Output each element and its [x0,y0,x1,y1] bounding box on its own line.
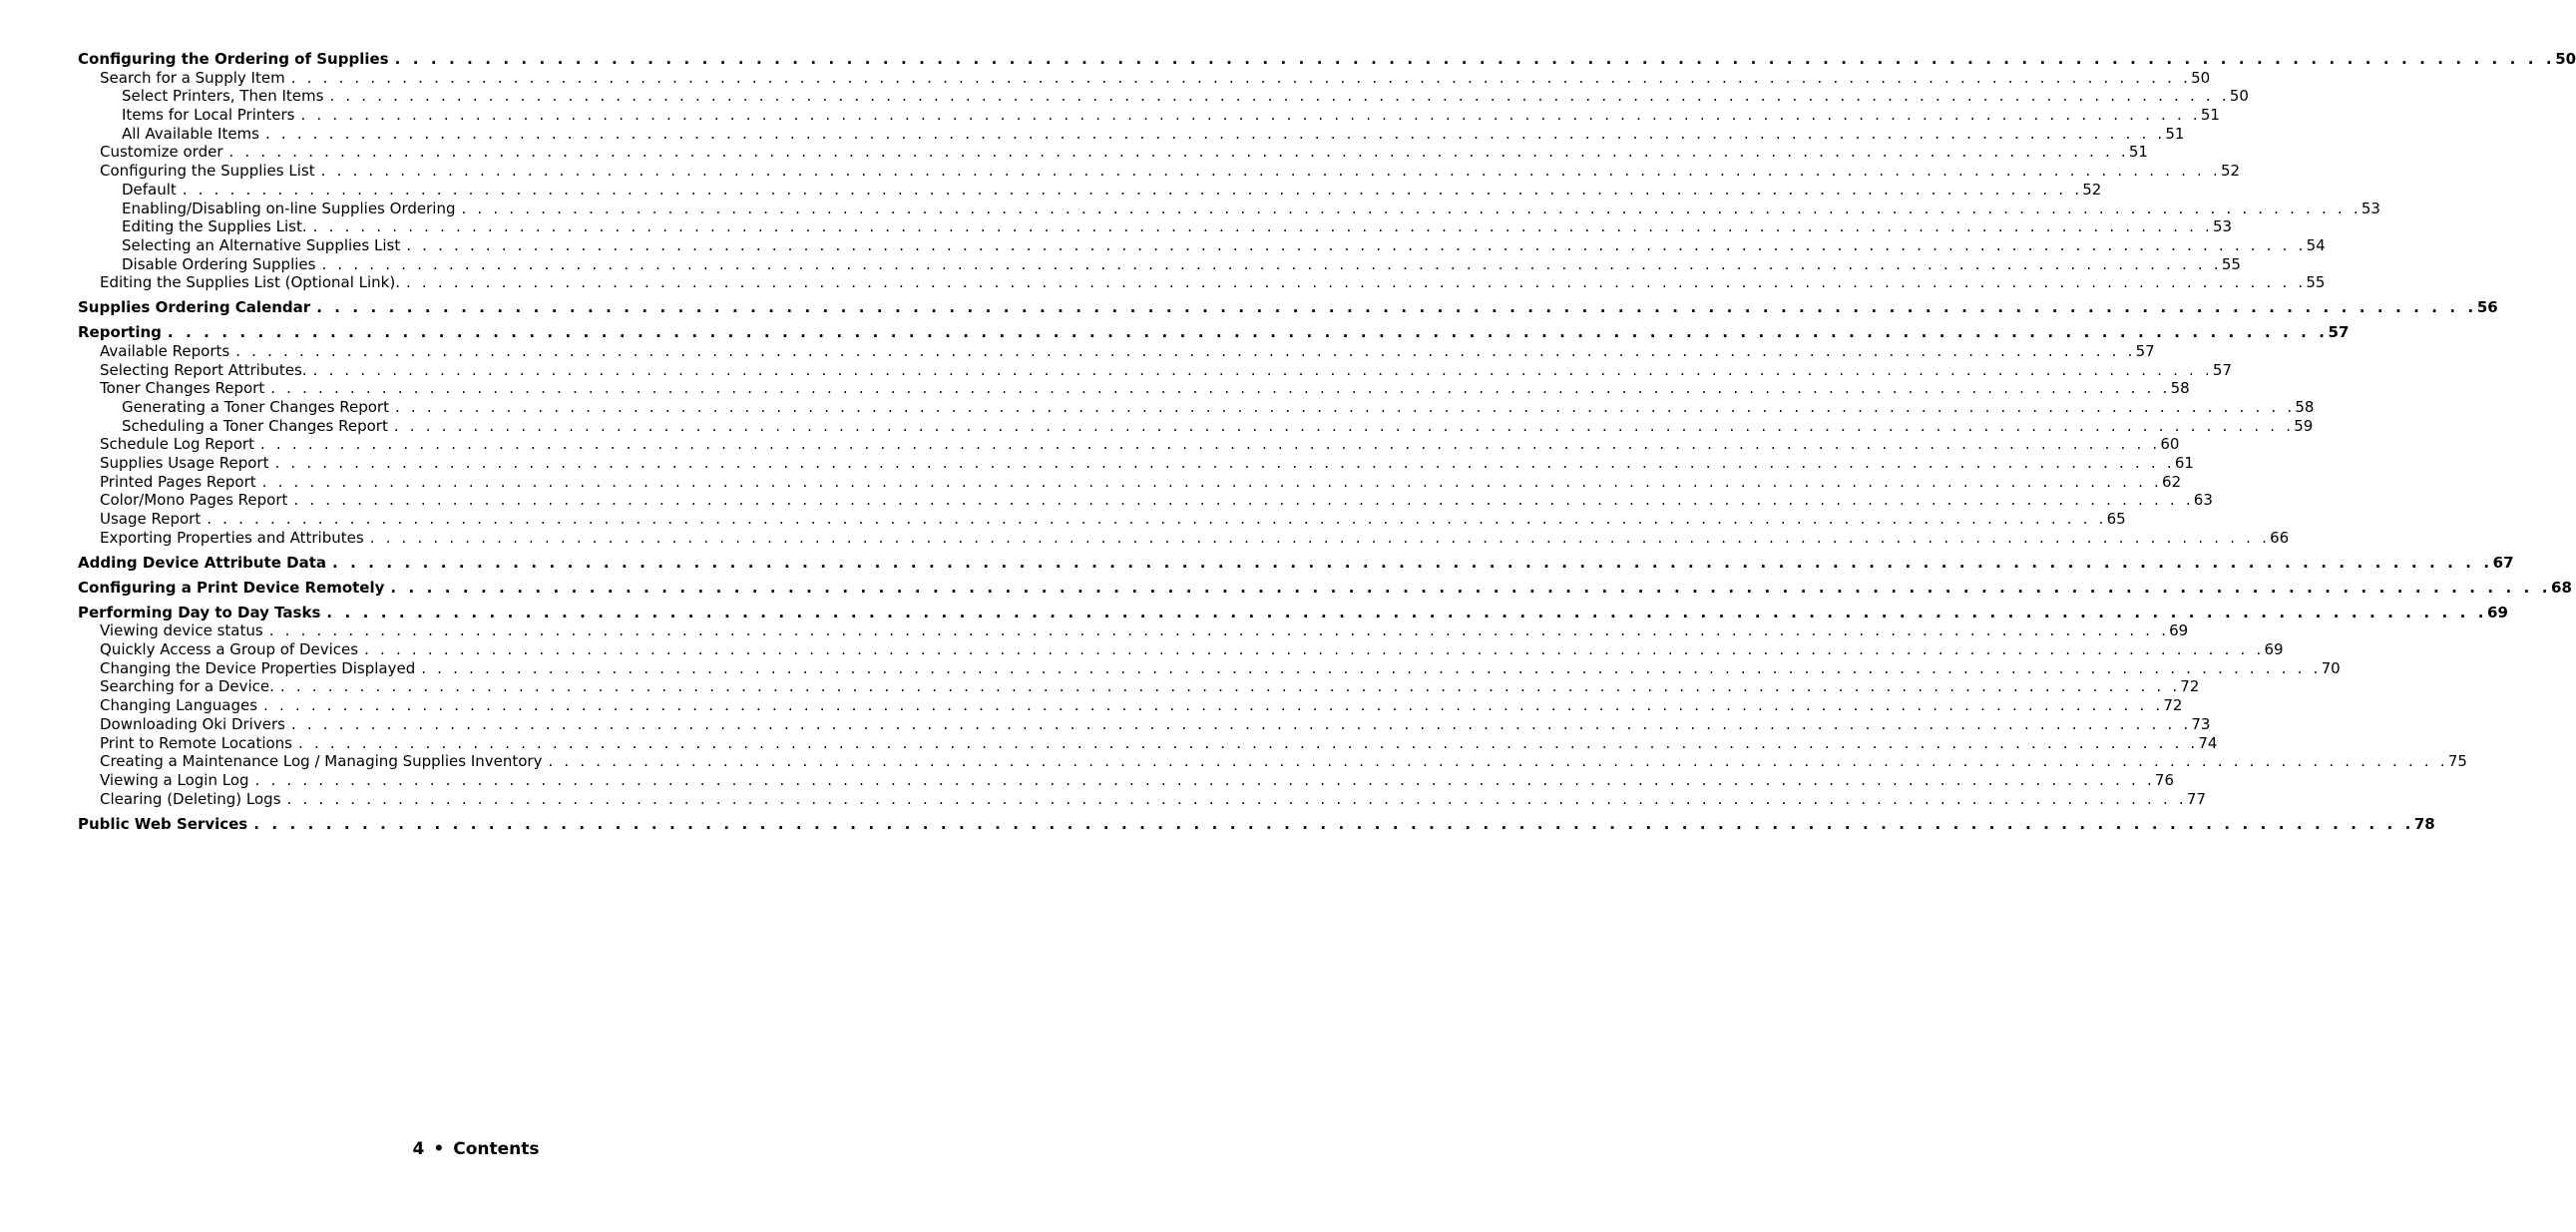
toc-entry-title: Downloading Oki Drivers [100,714,285,733]
toc-entry-page-number: 70 [2321,658,2341,677]
toc-entry[interactable] [78,578,2572,598]
toc-dot-leader: . . . . . . . . . . . . . . . . . . . . . . . . . . . . . . . . . . . . . . . . . . . . . . . . . . . . . . . . . . . . . . . . . . . . . . . . . . . . . . . . . . . . . . . . . . . . . . . . . . . . . . . . . . . . . . . . . . . . . . . . [259,435,2161,454]
toc-dot-leader: . . . . . . . . . . . . . . . . . . . . . . . . . . . . . . . . . . . . . . . . . . . . . . . . . . . . . . . . . . . . . . . . . . . . . . . . . . . . . . . . . . . . . . . . . . . . . . . . . . . . . . . . . . . . . . . . . . . . . . . . [167,323,2329,342]
toc-entry-page-number: 75 [2447,752,2467,771]
toc-entry-page-number: 62 [2162,472,2182,491]
toc-entry-page-number: 56 [2476,298,2498,317]
toc-entry-title: Print to Remote Locations [100,733,293,752]
toc-entry-title: Configuring a Print Device Remotely [78,578,385,597]
toc-entry-title: Enabling/Disabling on-line Supplies Ordering [122,199,456,217]
toc-dot-leader: . . . . . . . . . . . . . . . . . . . . . . . . . . . . . . . . . . . . . . . . . . . . . . . . . . . . . . . . . . . . . . . . . . . . . . . . . . . . . . . . . . . . . . . . . . . . . . . . . . . . . . . . . . . . . . . . . . . . . . . . [274,454,2175,473]
toc-dot-leader: . . . . . . . . . . . . . . . . . . . . . . . . . . . . . . . . . . . . . . . . . . . . . . . . . . . . . . . . . . . . . . . . . . . . . . . . . . . . . . . . . . . . . . . . . . . . . . . . . . . . . . . . . . . . . . . . . . . . . . . . [293,491,2194,510]
toc-entry[interactable] [78,124,2185,144]
toc-entry-title: Editing the Supplies List (Optional Link). [100,273,400,292]
toc-entry-title: Printed Pages Report [100,472,256,491]
toc-entry[interactable] [78,733,2218,753]
toc-dot-leader: . . . . . . . . . . . . . . . . . . . . . . . . . . . . . . . . . . . . . . . . . . . . . . . . . . . . . . . . . . . . . . . . . . . . . . . . . . . . . . . . . . . . . . . . . . . . . . . . . . . . . . . . . . . . . . . . . . . . . . . . [406,235,2307,254]
toc-dot-leader: . . . . . . . . . . . . . . . . . . . . . . . . . . . . . . . . . . . . . . . . . . . . . . . . . . . . . . . . . . . . . . . . . . . . . . . . . . . . . . . . . . . . . . . . . . . . . . . . . . . . . . . . . . . . . . . . . . . . . . . . [312,360,2213,379]
toc-entry-page-number: 61 [2174,454,2194,473]
toc-entry-page-number: 51 [2128,143,2148,162]
toc-entry[interactable] [78,814,2435,834]
toc-dot-leader: . . . . . . . . . . . . . . . . . . . . . . . . . . . . . . . . . . . . . . . . . . . . . . . . . . . . . . . . . . . . . . . . . . . . . . . . . . . . . . . . . . . . . . . . . . . . . . . . . . . . . . . . . . . . . . . . . . . . . . . . [369,528,2271,547]
toc-dot-leader: . . . . . . . . . . . . . . . . . . . . . . . . . . . . . . . . . . . . . . . . . . . . . . . . . . . . . . . . . . . . . . . . . . . . . . . . . . . . . . . . . . . . . . . . . . . . . . . . . . . . . . . . . . . . . . . . . . . . . . . . [320,162,2221,181]
toc-dot-leader: . . . . . . . . . . . . . . . . . . . . . . . . . . . . . . . . . . . . . . . . . . . . . . . . . . . . . . . . . . . . . . . . . . . . . . . . . . . . . . . . . . . . . . . . . . . . . . . . . . . . . . . . . . . . . . . . . . . . . . . . [364,640,2265,659]
toc-entry-title: Items for Local Printers [122,106,295,125]
toc-entry[interactable] [78,640,2284,659]
toc-entry-title: Changing the Device Properties Displayed [100,658,416,677]
toc-entry-page-number: 57 [2328,323,2350,342]
toc-entry-title: Generating a Toner Changes Report [122,397,389,416]
toc-entry-title: Performing Day to Day Tasks [78,603,321,621]
toc-dot-leader: . . . . . . . . . . . . . . . . . . . . . . . . . . . . . . . . . . . . . . . . . . . . . . . . . . . . . . . . . . . . . . . . . . . . . . . . . . . . . . . . . . . . . . . . . . . . . . . . . . . . . . . . . . . . . . . . . . . . . . . . [228,143,2129,162]
page-footer [0,1138,952,1160]
toc-dot-leader: . . . . . . . . . . . . . . . . . . . . . . . . . . . . . . . . . . . . . . . . . . . . . . . . . . . . . . . . . . . . . . . . . . . . . . . . . . . . . . . . . . . . . . . . . . . . . . . . . . . . . . . . . . . . . . . . . . . . . . . . [286,789,2187,808]
toc-entry-title: Select Printers, Then Items [122,87,324,106]
toc-entry[interactable] [78,106,2220,125]
toc-entry-title: Viewing a Login Log [100,770,249,789]
toc-entry-page-number: 67 [2492,553,2514,572]
toc-entry[interactable] [78,714,2211,734]
toc-entry-page-number: 58 [2295,397,2315,416]
toc-dot-leader: . . . . . . . . . . . . . . . . . . . . . . . . . . . . . . . . . . . . . . . . . . . . . . . . . . . . . . . . . . . . . . . . . . . . . . . . . . . . . . . . . . . . . . . . . . . . . . . . . . . . . . . . . . . . . . . . . . . . . . . . [405,273,2307,292]
toc-entry-title: Usage Report [100,510,202,529]
toc-entry[interactable] [78,87,2249,106]
toc-dot-leader: . . . . . . . . . . . . . . . . . . . . . . . . . . . . . . . . . . . . . . . . . . . . . . . . . . . . . . . . . . . . . . . . . . . . . . . . . . . . . . . . . . . . . . . . . . . . . . . . . . . . . . . . . . . . . . . . . . . . . . . . [326,603,2488,621]
toc-entry-page-number: 63 [2193,491,2213,510]
toc-entry-page-number: 68 [2551,578,2572,597]
toc-dot-leader: . . . . . . . . . . . . . . . . . . . . . . . . . . . . . . . . . . . . . . . . . . . . . . . . . . . . . . . . . . . . . . . . . . . . . . . . . . . . . . . . . . . . . . . . . . . . . . . . . . . . . . . . . . . . . . . . . . . . . . . . [182,180,2083,199]
toc-entry[interactable] [78,298,2498,317]
toc-entry[interactable] [78,770,2175,790]
toc-entry-page-number: 59 [2294,416,2314,435]
toc-dot-leader: . . . . . . . . . . . . . . . . . . . . . . . . . . . . . . . . . . . . . . . . . . . . . . . . . . . . . . . . . . . . . . . . . . . . . . . . . . . . . . . . . . . . . . . . . . . . . . . . . . . . . . . . . . . . . . . . . . . . . . . . [332,553,2493,572]
footer-section-title: Contents [453,1139,540,1159]
toc-entry[interactable] [78,397,2315,417]
toc-entry[interactable] [78,510,2126,529]
toc-dot-leader: . . . . . . . . . . . . . . . . . . . . . . . . . . . . . . . . . . . . . . . . . . . . . . . . . . . . . . . . . . . . . . . . . . . . . . . . . . . . . . . . . . . . . . . . . . . . . . . . . . . . . . . . . . . . . . . . . . . . . . . . [254,770,2155,789]
toc-entry-page-number: 50 [2555,50,2576,68]
toc-entry[interactable] [78,528,2290,548]
toc-entry-page-number: 53 [2361,199,2380,217]
toc-entry-title: Public Web Services [78,814,248,833]
toc-dot-leader: . . . . . . . . . . . . . . . . . . . . . . . . . . . . . . . . . . . . . . . . . . . . . . . . . . . . . . . . . . . . . . . . . . . . . . . . . . . . . . . . . . . . . . . . . . . . . . . . . . . . . . . . . . . . . . . . . . . . . . . . [390,578,2552,597]
toc-entry[interactable] [78,341,2155,361]
toc-entry-page-number: 57 [2135,341,2155,360]
toc-entry-title: Supplies Usage Report [100,454,269,473]
toc-entry-page-number: 66 [2270,528,2290,547]
toc-entry-title: Searching for a Device. [100,677,274,696]
toc-entry[interactable] [78,603,2508,622]
toc-dot-leader: . . . . . . . . . . . . . . . . . . . . . . . . . . . . . . . . . . . . . . . . . . . . . . . . . . . . . . . . . . . . . . . . . . . . . . . . . . . . . . . . . . . . . . . . . . . . . . . . . . . . . . . . . . . . . . . . . . . . . . . . [312,217,2213,236]
toc-dot-leader: . . . . . . . . . . . . . . . . . . . . . . . . . . . . . . . . . . . . . . . . . . . . . . . . . . . . . . . . . . . . . . . . . . . . . . . . . . . . . . . . . . . . . . . . . . . . . . . . . . . . . . . . . . . . . . . . . . . . . . . . [261,472,2163,491]
toc-entry[interactable] [78,180,2102,200]
toc-entry-page-number: 76 [2154,770,2175,789]
toc-entry[interactable] [78,472,2182,492]
toc-entry-title: Creating a Maintenance Log / Managing Supplies Inventory [100,752,543,771]
toc-entry-title: Supplies Ordering Calendar [78,298,311,317]
toc-entry-title: Search for a Supply Item [100,68,285,87]
toc-entry-page-number: 72 [2180,677,2200,696]
toc-entry[interactable] [78,416,2314,436]
toc-entry[interactable] [78,677,2200,696]
toc-entry-title: All Available Items [122,124,259,143]
toc-dot-leader: . . . . . . . . . . . . . . . . . . . . . . . . . . . . . . . . . . . . . . . . . . . . . . . . . . . . . . . . . . . . . . . . . . . . . . . . . . . . . . . . . . . . . . . . . . . . . . . . . . . . . . . . . . . . . . . . . . . . . . . . [207,510,2107,529]
toc-entry-page-number: 77 [2186,789,2206,808]
toc-entry-page-number: 65 [2106,510,2126,529]
toc-entry-page-number: 55 [2306,273,2326,292]
toc-entry-title: Toner Changes Report [100,379,265,398]
toc-entry-title: Clearing (Deleting) Logs [100,789,281,808]
toc-dot-leader: . . . . . . . . . . . . . . . . . . . . . . . . . . . . . . . . . . . . . . . . . . . . . . . . . . . . . . . . . . . . . . . . . . . . . . . . . . . . . . . . . . . . . . . . . . . . . . . . . . . . . . . . . . . . . . . . . . . . . . . . [270,379,2171,398]
toc-entry[interactable] [78,789,2206,809]
toc-dot-leader: . . . . . . . . . . . . . . . . . . . . . . . . . . . . . . . . . . . . . . . . . . . . . . . . . . . . . . . . . . . . . . . . . . . . . . . . . . . . . . . . . . . . . . . . . . . . . . . . . . . . . . . . . . . . . . . . . . . . . . . . [263,696,2164,715]
toc-entry[interactable] [78,273,2326,292]
toc-dot-leader: . . . . . . . . . . . . . . . . . . . . . . . . . . . . . . . . . . . . . . . . . . . . . . . . . . . . . . . . . . . . . . . . . . . . . . . . . . . . . . . . . . . . . . . . . . . . . . . . . . . . . . . . . . . . . . . . . . . . . . . . [421,658,2322,677]
toc-entry-page-number: 72 [2163,696,2183,715]
toc-entry-page-number: 53 [2212,217,2233,236]
toc-entry[interactable] [78,360,2233,380]
toc-dot-leader: . . . . . . . . . . . . . . . . . . . . . . . . . . . . . . . . . . . . . . . . . . . . . . . . . . . . . . . . . . . . . . . . . . . . . . . . . . . . . . . . . . . . . . . . . . . . . . . . . . . . . . . . . . . . . . . . . . . . . . . . [279,677,2181,696]
toc-entry-page-number: 51 [2200,106,2220,125]
toc-dot-leader: . . . . . . . . . . . . . . . . . . . . . . . . . . . . . . . . . . . . . . . . . . . . . . . . . . . . . . . . . . . . . . . . . . . . . . . . . . . . . . . . . . . . . . . . . . . . . . . . . . . . . . . . . . . . . . . . . . . . . . . . [253,814,2414,833]
toc-entry-title: Adding Device Attribute Data [78,553,327,572]
toc-entry[interactable] [78,454,2194,473]
toc-dot-leader: . . . . . . . . . . . . . . . . . . . . . . . . . . . . . . . . . . . . . . . . . . . . . . . . . . . . . . . . . . . . . . . . . . . . . . . . . . . . . . . . . . . . . . . . . . . . . . . . . . . . . . . . . . . . . . . . . . . . . . . . [393,416,2295,435]
toc-dot-leader: . . . . . . . . . . . . . . . . . . . . . . . . . . . . . . . . . . . . . . . . . . . . . . . . . . . . . . . . . . . . . . . . . . . . . . . . . . . . . . . . . . . . . . . . . . . . . . . . . . . . . . . . . . . . . . . . . . . . . . . . [235,341,2136,360]
toc-entry[interactable] [78,143,2148,162]
toc-dot-leader: . . . . . . . . . . . . . . . . . . . . . . . . . . . . . . . . . . . . . . . . . . . . . . . . . . . . . . . . . . . . . . . . . . . . . . . . . . . . . . . . . . . . . . . . . . . . . . . . . . . . . . . . . . . . . . . . . . . . . . . . [298,733,2199,752]
toc-dot-leader: . . . . . . . . . . . . . . . . . . . . . . . . . . . . . . . . . . . . . . . . . . . . . . . . . . . . . . . . . . . . . . . . . . . . . . . . . . . . . . . . . . . . . . . . . . . . . . . . . . . . . . . . . . . . . . . . . . . . . . . . [394,50,2556,68]
toc-entry-page-number: 73 [2191,714,2211,733]
toc-entry[interactable] [78,435,2180,454]
toc-entry[interactable] [78,491,2213,510]
footer-page-number: 4 [412,1139,425,1159]
toc-dot-leader: . . . . . . . . . . . . . . . . . . . . . . . . . . . . . . . . . . . . . . . . . . . . . . . . . . . . . . . . . . . . . . . . . . . . . . . . . . . . . . . . . . . . . . . . . . . . . . . . . . . . . . . . . . . . . . . . . . . . . . . . [321,254,2222,273]
toc-entry-title: Scheduling a Toner Changes Report [122,416,388,435]
toc-entry-page-number: 60 [2160,435,2180,454]
toc-entry-title: Selecting an Alternative Supplies List [122,235,401,254]
toc-entry-title: Disable Ordering Supplies [122,254,316,273]
toc-entry[interactable] [78,553,2514,573]
toc-entry[interactable] [78,162,2241,181]
toc-entry-page-number: 58 [2170,379,2190,398]
toc-entry-page-number: 78 [2413,814,2435,833]
toc-entry-title: Available Reports [100,341,230,360]
toc-entry-title: Reporting [78,323,162,342]
toc-entry-title: Color/Mono Pages Report [100,491,288,510]
toc-entry[interactable] [78,235,2326,255]
toc-entry[interactable] [78,199,2380,218]
toc-entry-page-number: 69 [2169,621,2189,640]
toc-dot-leader: . . . . . . . . . . . . . . . . . . . . . . . . . . . . . . . . . . . . . . . . . . . . . . . . . . . . . . . . . . . . . . . . . . . . . . . . . . . . . . . . . . . . . . . . . . . . . . . . . . . . . . . . . . . . . . . . . . . . . . . . [461,199,2361,217]
toc-entry-title: Customize order [100,143,223,162]
toc-entry[interactable] [78,696,2183,715]
toc-entry-title: Configuring the Ordering of Supplies [78,50,389,68]
table-of-contents [78,50,2576,833]
toc-entry-title: Editing the Supplies List. [122,217,307,236]
toc-entry[interactable] [78,379,2190,398]
footer-separator: • [433,1139,445,1159]
toc-entry[interactable] [78,658,2341,678]
toc-dot-leader: . . . . . . . . . . . . . . . . . . . . . . . . . . . . . . . . . . . . . . . . . . . . . . . . . . . . . . . . . . . . . . . . . . . . . . . . . . . . . . . . . . . . . . . . . . . . . . . . . . . . . . . . . . . . . . . . . . . . . . . . [300,106,2201,125]
toc-dot-leader: . . . . . . . . . . . . . . . . . . . . . . . . . . . . . . . . . . . . . . . . . . . . . . . . . . . . . . . . . . . . . . . . . . . . . . . . . . . . . . . . . . . . . . . . . . . . . . . . . . . . . . . . . . . . . . . . . . . . . . . . [316,298,2477,317]
toc-entry-page-number: 69 [2487,603,2508,621]
toc-entry-title: Selecting Report Attributes. [100,360,307,379]
toc-entry[interactable] [78,68,2211,88]
toc-dot-leader: . . . . . . . . . . . . . . . . . . . . . . . . . . . . . . . . . . . . . . . . . . . . . . . . . . . . . . . . . . . . . . . . . . . . . . . . . . . . . . . . . . . . . . . . . . . . . . . . . . . . . . . . . . . . . . . . . . . . . . . . [394,397,2296,416]
toc-entry-page-number: 55 [2221,254,2241,273]
toc-entry[interactable] [78,50,2576,69]
toc-dot-leader: . . . . . . . . . . . . . . . . . . . . . . . . . . . . . . . . . . . . . . . . . . . . . . . . . . . . . . . . . . . . . . . . . . . . . . . . . . . . . . . . . . . . . . . . . . . . . . . . . . . . . . . . . . . . . . . . . . . . . . . . [268,621,2170,640]
toc-entry-title: Exporting Properties and Attributes [100,528,364,547]
toc-entry-title: Schedule Log Report [100,435,254,454]
toc-dot-leader: . . . . . . . . . . . . . . . . . . . . . . . . . . . . . . . . . . . . . . . . . . . . . . . . . . . . . . . . . . . . . . . . . . . . . . . . . . . . . . . . . . . . . . . . . . . . . . . . . . . . . . . . . . . . . . . . . . . . . . . . [329,87,2230,106]
toc-dot-leader: . . . . . . . . . . . . . . . . . . . . . . . . . . . . . . . . . . . . . . . . . . . . . . . . . . . . . . . . . . . . . . . . . . . . . . . . . . . . . . . . . . . . . . . . . . . . . . . . . . . . . . . . . . . . . . . . . . . . . . . . [265,124,2166,143]
toc-entry-title: Changing Languages [100,696,258,715]
toc-entry-page-number: 69 [2264,640,2284,659]
toc-entry-title: Configuring the Supplies List [100,162,315,181]
toc-dot-leader: . . . . . . . . . . . . . . . . . . . . . . . . . . . . . . . . . . . . . . . . . . . . . . . . . . . . . . . . . . . . . . . . . . . . . . . . . . . . . . . . . . . . . . . . . . . . . . . . . . . . . . . . . . . . . . . . . . . . . . . . [290,714,2192,733]
toc-entry[interactable] [78,323,2350,342]
toc-entry-page-number: 57 [2212,360,2233,379]
toc-entry-page-number: 54 [2306,235,2326,254]
toc-entry-page-number: 52 [2220,162,2241,181]
toc-entry-page-number: 50 [2191,68,2211,87]
toc-entry-page-number: 74 [2198,733,2218,752]
toc-entry[interactable] [78,254,2241,274]
toc-entry-title: Quickly Access a Group of Devices [100,640,359,659]
toc-entry[interactable] [78,752,2467,771]
toc-entry-title: Default [122,180,177,199]
toc-entry[interactable] [78,621,2189,640]
toc-entry-title: Viewing device status [100,621,263,640]
toc-entry[interactable] [78,217,2233,236]
toc-entry-page-number: 51 [2165,124,2185,143]
toc-dot-leader: . . . . . . . . . . . . . . . . . . . . . . . . . . . . . . . . . . . . . . . . . . . . . . . . . . . . . . . . . . . . . . . . . . . . . . . . . . . . . . . . . . . . . . . . . . . . . . . . . . . . . . . . . . . . . . . . . . . . . . . . [290,68,2192,87]
toc-entry-page-number: 50 [2229,87,2249,106]
toc-entry-page-number: 52 [2082,180,2102,199]
toc-dot-leader: . . . . . . . . . . . . . . . . . . . . . . . . . . . . . . . . . . . . . . . . . . . . . . . . . . . . . . . . . . . . . . . . . . . . . . . . . . . . . . . . . . . . . . . . . . . . . . . . . . . . . . . . . . . . . . . . . . . . . . . . [548,752,2448,771]
